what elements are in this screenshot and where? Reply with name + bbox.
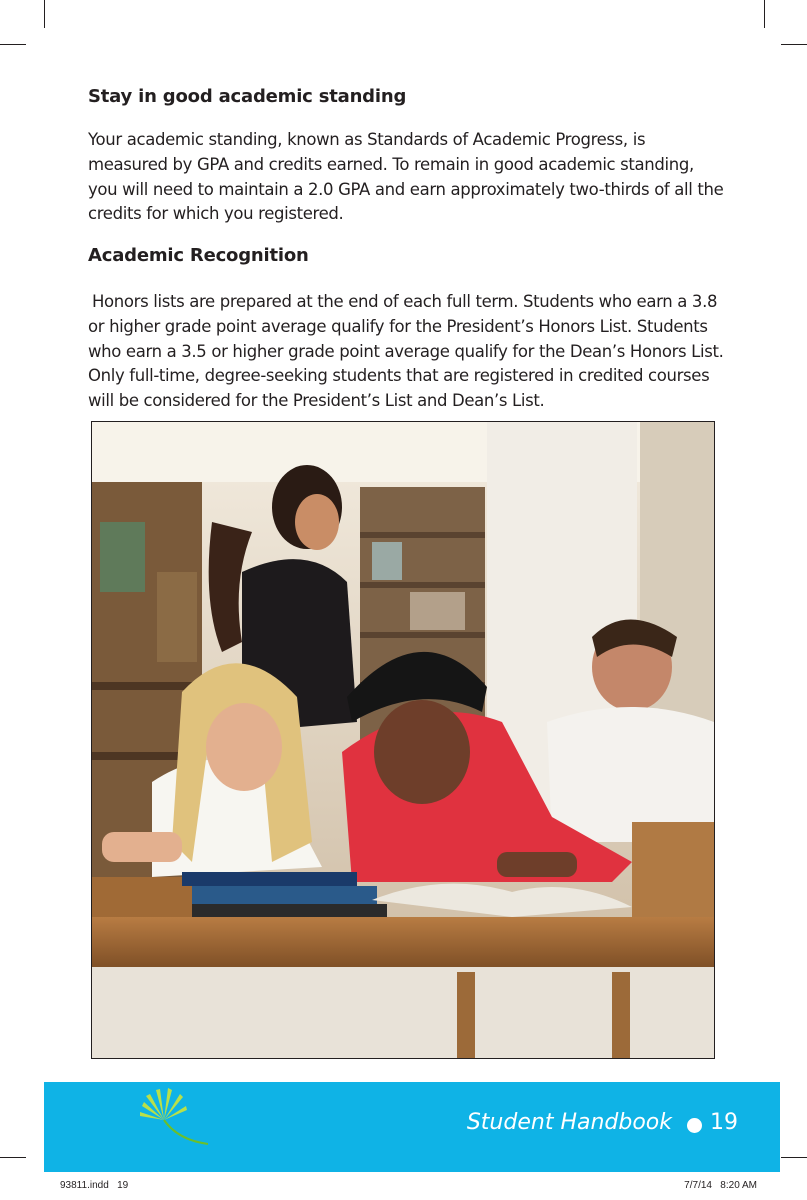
section-paragraph-standing: Your academic standing, known as Standards of Academic Progress, is measured by GPA and credits earned. To remain in good academic standing, you will need to maintain a 2.0 GPA and earn approximately two-thirds of all the credits for which you registered. (88, 130, 724, 224)
crop-mark-left-lower (0, 1157, 26, 1158)
crop-mark-top-left (44, 0, 45, 28)
palm-frond-logo-icon (134, 1088, 214, 1148)
bullet-dot-icon (687, 1118, 702, 1133)
footer-bar (44, 1082, 780, 1172)
page-number: 19 (710, 1110, 738, 1135)
students-in-library-photo (91, 421, 715, 1059)
crop-mark-top-right (764, 0, 765, 28)
crop-mark-left-upper (0, 44, 26, 45)
section-heading-standing: Stay in good academic standing (88, 86, 407, 107)
footer-title: Student Handbook (466, 1110, 672, 1135)
crop-mark-right-upper (781, 44, 807, 45)
section-heading-recognition: Academic Recognition (88, 245, 309, 266)
crop-mark-right-lower (781, 1157, 807, 1158)
section-paragraph-recognition: Honors lists are prepared at the end of each full term. Students who earn a 3.8 or higher grade point average qualify for the President’s Honors List. Students who earn a 3.5 or higher grade point average qualify for the Dean’s Honors List. Only full-time, degree-seeking students that are registered in credited courses will be considered for the President’s List and Dean’s List. (88, 292, 724, 411)
slug-datetime: 7/7/14 8:20 AM (684, 1180, 757, 1191)
slug-file-info: 93811.indd 19 (60, 1180, 129, 1191)
